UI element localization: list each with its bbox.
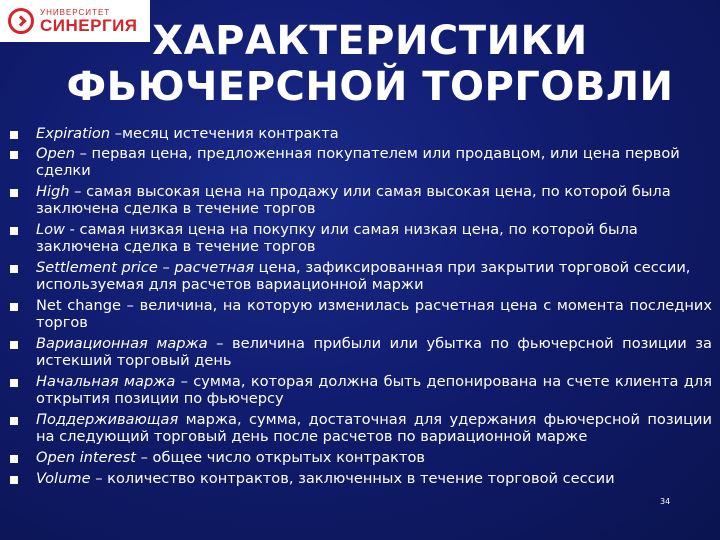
bullet-icon: [10, 265, 18, 273]
list-item: Поддерживающая маржа, сумма, достаточная для удержания фьючерсной позиции на следующий торговый день после расчетов по вариационной марже: [10, 411, 712, 445]
list-item: Net change – величина, на которую изменилась расчетная цена с момента последних торгов: [10, 297, 712, 331]
list-item: Open interest – общее число открытых контрактов: [10, 449, 712, 466]
slide-title: [60, 18, 680, 110]
bullet-icon: [10, 151, 18, 159]
logo-subtitle: УНИВЕРСИТЕТ: [40, 7, 111, 17]
bullet-icon: [10, 341, 18, 349]
bullet-icon: [10, 476, 18, 484]
list-item: Начальная маржа – сумма, которая должна быть депонирована на счете клиента для открытия позиции по фьючерсу: [10, 373, 712, 407]
bullet-icon: [10, 455, 18, 463]
list-item: High – самая высокая цена на продажу или самая высокая цена, по которой была заключена сделка в течение торгов: [10, 183, 712, 217]
logo-name: СИНЕРГИЯ: [40, 15, 138, 35]
bullet-icon: [10, 189, 18, 197]
list-item: Low - самая низкая цена на покупку или самая низкая цена, по которой была заключена сделка в течение торгов: [10, 221, 712, 255]
bullet-icon: [10, 131, 18, 139]
bullet-icon: [10, 379, 18, 387]
title-line-1: ХАРАКТЕРИСТИКИ: [152, 18, 588, 64]
bullet-icon: [10, 227, 18, 235]
bullet-icon: [10, 303, 18, 311]
page-number: 34: [660, 497, 671, 506]
list-item: Expiration –месяц истечения контракта: [10, 125, 712, 142]
list-item: Volume – количество контрактов, заключенных в течение торговой сессии: [10, 470, 712, 487]
list-item: Вариационная маржа – величина прибыли или убытка по фьючерсной позиции за истекший торговый день: [10, 335, 712, 369]
title-line-2: ФЬЮЧЕРСНОЙ ТОРГОВЛИ: [66, 64, 674, 110]
synergy-logo-icon: [8, 8, 34, 34]
bullet-icon: [10, 417, 18, 425]
list-item: Settlement price – расчетная цена, зафиксированная при закрытии торговой сессии, используемая для расчетов вариационной маржи: [10, 259, 712, 293]
definitions-list: [10, 125, 712, 487]
list-item: Open – первая цена, предложенная покупателем или продавцом, или цена первой сделки: [10, 145, 712, 179]
